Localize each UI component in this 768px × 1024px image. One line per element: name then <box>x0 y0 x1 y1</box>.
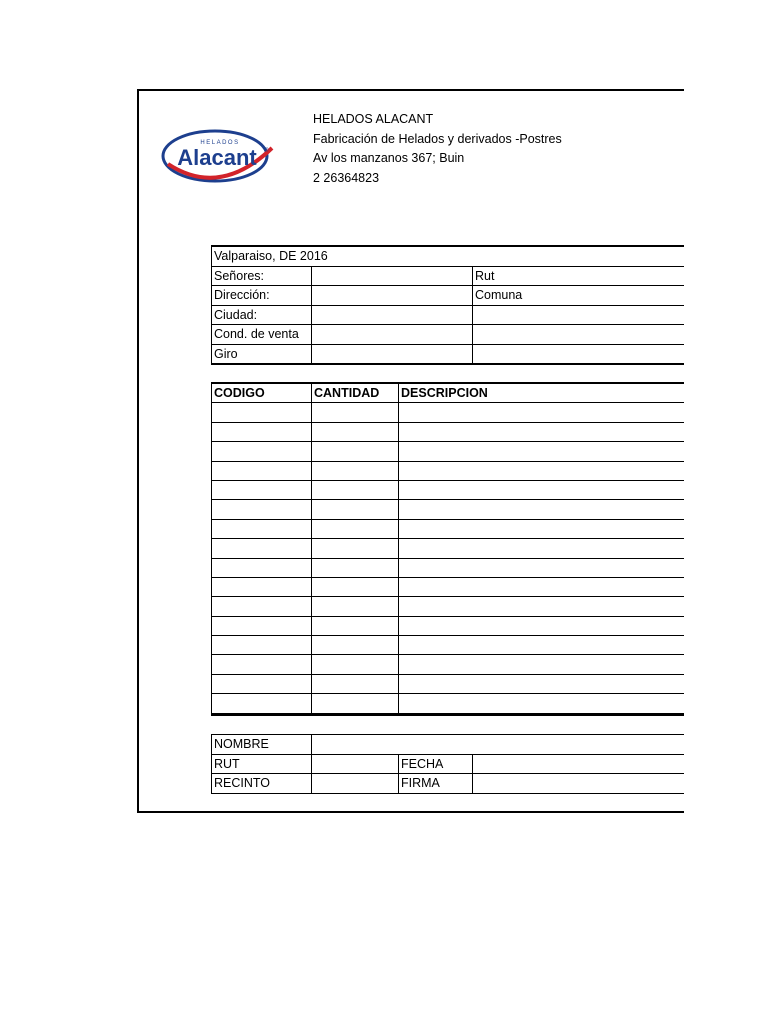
codigo-cell[interactable] <box>212 461 312 480</box>
item-row <box>212 519 702 538</box>
firma-field[interactable] <box>473 774 702 794</box>
alacant-logo <box>160 128 286 184</box>
codigo-cell[interactable] <box>212 403 312 422</box>
items-table <box>211 382 702 716</box>
cantidad-cell[interactable] <box>312 655 399 674</box>
item-row <box>212 655 702 674</box>
item-row <box>212 636 702 655</box>
cond-venta-extra-field[interactable] <box>473 325 702 345</box>
company-activity: Fabricación de Helados y derivados -Postres <box>313 131 562 146</box>
cantidad-cell[interactable] <box>312 519 399 538</box>
company-phone: 2 26364823 <box>313 170 380 185</box>
codigo-cell[interactable] <box>212 674 312 693</box>
cantidad-cell[interactable] <box>312 539 399 558</box>
descripcion-cell[interactable] <box>399 403 702 422</box>
company-info <box>313 110 562 188</box>
senores-field[interactable] <box>312 266 473 286</box>
descripcion-cell[interactable] <box>399 500 702 519</box>
item-row <box>212 442 702 461</box>
cantidad-cell[interactable] <box>312 461 399 480</box>
ciudad-field[interactable] <box>312 305 473 325</box>
page-edge-clip <box>684 0 768 1024</box>
descripcion-cell[interactable] <box>399 519 702 538</box>
logo-brand-text: Alacant <box>177 145 257 170</box>
date-line: Valparaiso, DE 2016 <box>212 246 702 266</box>
rut-label: Rut <box>473 266 702 286</box>
cantidad-cell[interactable] <box>312 636 399 655</box>
descripcion-cell[interactable] <box>399 597 702 616</box>
logo-registered-mark: ® <box>264 148 269 154</box>
comuna-label: Comuna <box>473 286 702 306</box>
codigo-cell[interactable] <box>212 422 312 441</box>
item-row <box>212 558 702 577</box>
codigo-cell[interactable] <box>212 616 312 635</box>
logo-small-text: HELADOS <box>200 140 240 146</box>
codigo-cell[interactable] <box>212 694 312 714</box>
descripcion-cell[interactable] <box>399 442 702 461</box>
cantidad-cell[interactable] <box>312 597 399 616</box>
item-row <box>212 480 702 499</box>
codigo-cell[interactable] <box>212 442 312 461</box>
cantidad-cell[interactable] <box>312 577 399 596</box>
descripcion-cell[interactable] <box>399 694 702 714</box>
codigo-header: CODIGO <box>212 383 312 403</box>
cantidad-cell[interactable] <box>312 616 399 635</box>
item-row <box>212 674 702 693</box>
codigo-cell[interactable] <box>212 597 312 616</box>
nombre-label: NOMBRE <box>212 735 312 755</box>
signature-table <box>211 734 702 794</box>
codigo-cell[interactable] <box>212 636 312 655</box>
cantidad-cell[interactable] <box>312 558 399 577</box>
fecha-label: FECHA <box>399 754 473 774</box>
cantidad-cell[interactable] <box>312 480 399 499</box>
item-row <box>212 539 702 558</box>
item-row <box>212 577 702 596</box>
codigo-cell[interactable] <box>212 558 312 577</box>
client-info-table <box>211 245 702 365</box>
cantidad-cell[interactable] <box>312 674 399 693</box>
direccion-label: Dirección: <box>212 286 312 306</box>
descripcion-cell[interactable] <box>399 422 702 441</box>
company-name: HELADOS ALACANT <box>313 112 434 126</box>
codigo-cell[interactable] <box>212 480 312 499</box>
descripcion-header: DESCRIPCION <box>399 383 702 403</box>
ciudad-label: Ciudad: <box>212 305 312 325</box>
item-row <box>212 694 702 714</box>
cantidad-cell[interactable] <box>312 403 399 422</box>
recinto-field[interactable] <box>312 774 399 794</box>
cantidad-header: CANTIDAD <box>312 383 399 403</box>
codigo-cell[interactable] <box>212 539 312 558</box>
nombre-field[interactable] <box>312 735 702 755</box>
codigo-cell[interactable] <box>212 519 312 538</box>
cantidad-cell[interactable] <box>312 422 399 441</box>
giro-extra-field[interactable] <box>473 344 702 364</box>
direccion-field[interactable] <box>312 286 473 306</box>
giro-label: Giro <box>212 344 312 364</box>
descripcion-cell[interactable] <box>399 616 702 635</box>
item-row <box>212 403 702 422</box>
item-row <box>212 597 702 616</box>
descripcion-cell[interactable] <box>399 480 702 499</box>
ciudad-extra-field[interactable] <box>473 305 702 325</box>
rut-sign-field[interactable] <box>312 754 399 774</box>
cond-venta-field[interactable] <box>312 325 473 345</box>
item-row <box>212 616 702 635</box>
senores-label: Señores: <box>212 266 312 286</box>
descripcion-cell[interactable] <box>399 461 702 480</box>
descripcion-cell[interactable] <box>399 558 702 577</box>
descripcion-cell[interactable] <box>399 674 702 693</box>
fecha-field[interactable] <box>473 754 702 774</box>
firma-label: FIRMA <box>399 774 473 794</box>
codigo-cell[interactable] <box>212 577 312 596</box>
codigo-cell[interactable] <box>212 500 312 519</box>
descripcion-cell[interactable] <box>399 577 702 596</box>
item-row <box>212 500 702 519</box>
descripcion-cell[interactable] <box>399 636 702 655</box>
descripcion-cell[interactable] <box>399 655 702 674</box>
company-address: Av los manzanos 367; Buin <box>313 151 465 165</box>
rut-sign-label: RUT <box>212 754 312 774</box>
descripcion-cell[interactable] <box>399 539 702 558</box>
cantidad-cell[interactable] <box>312 694 399 714</box>
cantidad-cell[interactable] <box>312 442 399 461</box>
recinto-label: RECINTO <box>212 774 312 794</box>
codigo-cell[interactable] <box>212 655 312 674</box>
item-row <box>212 422 702 441</box>
item-row <box>212 461 702 480</box>
giro-field[interactable] <box>312 344 473 364</box>
cantidad-cell[interactable] <box>312 500 399 519</box>
cond-venta-label: Cond. de venta <box>212 325 312 345</box>
